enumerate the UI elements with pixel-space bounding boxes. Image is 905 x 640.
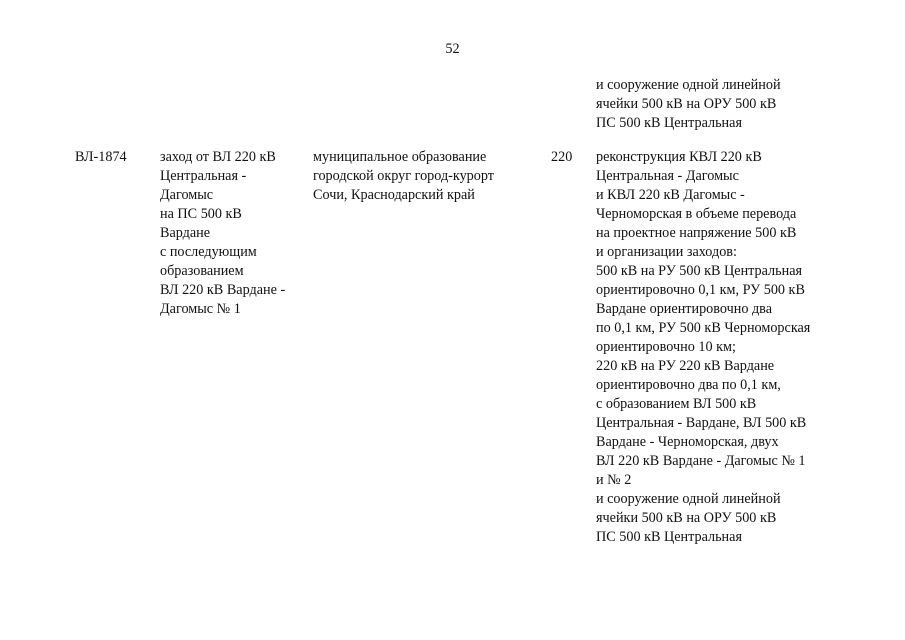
- continuation-line: ПС 500 кВ Центральная: [596, 115, 742, 131]
- measures-line: ПС 500 кВ Центральная: [596, 529, 742, 545]
- description-line: Дагомыс № 1: [160, 301, 241, 317]
- measures-line: и КВЛ 220 кВ Дагомыс -: [596, 187, 745, 203]
- description-line: образованием: [160, 263, 244, 279]
- measures-line: ориентировочно 10 км;: [596, 339, 736, 355]
- continuation-line: ячейки 500 кВ на ОРУ 500 кВ: [596, 96, 777, 112]
- measures-line: и сооружение одной линейной: [596, 491, 781, 507]
- measures-line: ячейки 500 кВ на ОРУ 500 кВ: [596, 510, 777, 526]
- measures-line: и организации заходов:: [596, 244, 737, 260]
- description-line: с последующим: [160, 244, 257, 260]
- measures-line: реконструкция КВЛ 220 кВ: [596, 149, 762, 165]
- measures-line: и № 2: [596, 472, 632, 488]
- measures-line: ориентировочно два по 0,1 км,: [596, 377, 781, 393]
- measures-line: Центральная - Вардане, ВЛ 500 кВ: [596, 415, 807, 431]
- measures-line: Черноморская в объеме перевода: [596, 206, 797, 222]
- measures-line: на проектное напряжение 500 кВ: [596, 225, 797, 241]
- measures-line: Вардане - Черноморская, двух: [596, 434, 779, 450]
- description-cell: [160, 148, 285, 319]
- line-code: ВЛ-1874: [75, 149, 127, 165]
- location-line: городской округ город-курорт: [313, 168, 494, 184]
- continuation-block: [596, 76, 781, 133]
- continuation-line: и сооружение одной линейной: [596, 77, 781, 93]
- page-number: 52: [445, 41, 460, 57]
- description-line: ВЛ 220 кВ Вардане -: [160, 282, 286, 298]
- line-code-cell: [75, 148, 127, 167]
- location-line: муниципальное образование: [313, 149, 487, 165]
- description-line: на ПС 500 кВ: [160, 206, 242, 222]
- description-line: заход от ВЛ 220 кВ: [160, 149, 276, 165]
- location-cell: [313, 148, 494, 205]
- description-line: Вардане: [160, 225, 211, 241]
- description-line: Дагомыс: [160, 187, 214, 203]
- measures-line: по 0,1 км, РУ 500 кВ Черноморская: [596, 320, 811, 336]
- location-line: Сочи, Краснодарский край: [313, 187, 475, 203]
- description-line: Центральная -: [160, 168, 247, 184]
- measures-line: ВЛ 220 кВ Вардане - Дагомыс № 1: [596, 453, 806, 469]
- measures-line: с образованием ВЛ 500 кВ: [596, 396, 757, 412]
- measures-line: ориентировочно 0,1 км, РУ 500 кВ: [596, 282, 805, 298]
- measures-cell: [596, 148, 810, 547]
- measures-line: 500 кВ на РУ 500 кВ Центральная: [596, 263, 803, 279]
- measures-line: Центральная - Дагомыс: [596, 168, 739, 184]
- voltage-cell: [551, 148, 572, 167]
- measures-line: 220 кВ на РУ 220 кВ Вардане: [596, 358, 775, 374]
- voltage-value: 220: [551, 149, 573, 165]
- measures-line: Вардане ориентировочно два: [596, 301, 772, 317]
